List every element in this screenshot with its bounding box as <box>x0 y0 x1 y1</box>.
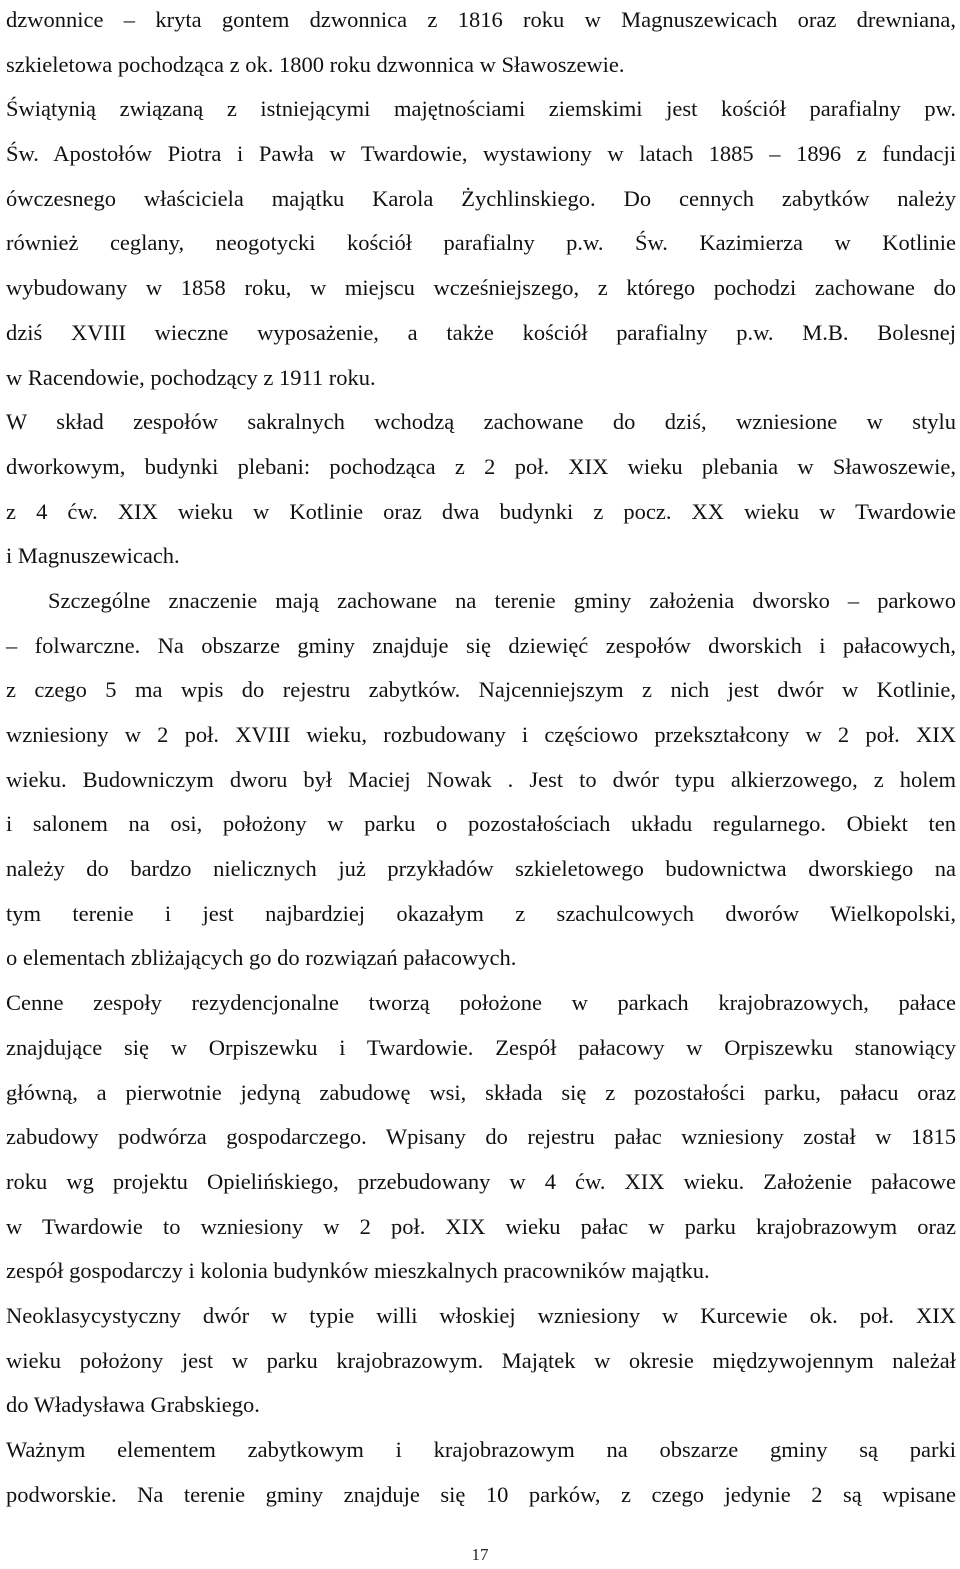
text-line: Ważnym elementem zabytkowym i krajobrazowym na obszarze gminy są parki <box>6 1437 956 1462</box>
text-line: i salonem na osi, położony w parku o pozostałościach układu regularnego. Obiekt ten <box>6 811 956 837</box>
text-line: dworkowym, budynki plebani: pochodząca z 2 poł. XIX wieku plebania w Sławoszewie, <box>6 453 956 479</box>
text-line: Cenne zespoły rezydencjonalne tworzą położone w parkach krajobrazowych, pałace <box>6 990 956 1016</box>
text-line: do Władysława Grabskiego. <box>6 1392 260 1418</box>
text-line: tym terenie i jest najbardziej okazałym z szachulcowych dworów Wielkopolski, <box>6 900 956 926</box>
text-line: Świątynią związaną z istniejącymi majętnościami ziemskimi jest kościół parafialny pw. <box>6 96 956 122</box>
text-line: z 4 ćw. XIX wieku w Kotlinie oraz dwa budynki z pocz. XX wieku w Twardowie <box>6 498 956 524</box>
text-line: w Twardowie to wzniesiony w 2 poł. XIX wieku pałac w parku krajobrazowym oraz <box>6 1213 956 1239</box>
text-line: wieku położony jest w parku krajobrazowym. Majątek w okresie międzywojennym należał <box>6 1347 956 1373</box>
text-line: wzniesiony w 2 poł. XVIII wieku, rozbudowany i częściowo przekształcony w 2 poł. XIX <box>6 722 956 747</box>
text-line: Szczególne znaczenie mają zachowane na terenie gminy założenia dworsko – parkowo <box>48 587 956 613</box>
text-line: ówczesnego właściciela majątku Karola Żychlinskiego. Do cennych zabytków należy <box>6 185 956 211</box>
text-line: wybudowany w 1858 roku, w miejscu wcześniejszego, z którego pochodzi zachowane do <box>6 275 956 301</box>
page-number: 17 <box>471 1545 489 1564</box>
text-line: Neoklasycystyczny dwór w typie willi włoskiej wzniesiony w Kurcewie ok. poł. XIX <box>6 1302 956 1328</box>
text-line: o elementach zbliżających go do rozwiązań pałacowych. <box>6 945 517 971</box>
text-line: zespół gospodarczy i kolonia budynków mieszkalnych pracowników majątku. <box>6 1258 710 1284</box>
text-line: roku wg projektu Opielińskiego, przebudowany w 4 ćw. XIX wieku. Założenie pałacowe <box>6 1168 956 1194</box>
text-line: Św. Apostołów Piotra i Pawła w Twardowie, wystawiony w latach 1885 – 1896 z fundacji <box>6 141 956 167</box>
document-body-text <box>6 0 956 1517</box>
text-line: z czego 5 ma wpis do rejestru zabytków. Najcenniejszym z nich jest dwór w Kotlinie, <box>6 677 956 703</box>
text-line: dzwonnice – kryta gontem dzwonnica z 1816 roku w Magnuszewicach oraz drewniana, <box>6 7 956 32</box>
text-line: – folwarczne. Na obszarze gminy znajduje się dziewięć zespołów dworskich i pałacowych, <box>6 632 956 658</box>
text-line: również ceglany, neogotycki kościół parafialny p.w. Św. Kazimierza w Kotlinie <box>6 230 956 256</box>
text-line: zabudowy podwórza gospodarczego. Wpisany do rejestru pałac wzniesiony został w 1815 <box>6 1124 956 1150</box>
text-line: podworskie. Na terenie gminy znajduje się 10 parków, z czego jedynie 2 są wpisane <box>6 1481 956 1507</box>
text-line: główną, a pierwotnie jedyną zabudowę wsi, składa się z pozostałości parku, pałacu oraz <box>6 1079 956 1105</box>
text-line: W skład zespołów sakralnych wchodzą zachowane do dziś, wzniesione w stylu <box>6 409 956 435</box>
text-line: szkieletowa pochodząca z ok. 1800 roku dzwonnica w Sławoszewie. <box>6 51 625 77</box>
text-line: należy do bardzo nielicznych już przykładów szkieletowego budownictwa dworskiego na <box>6 856 956 882</box>
text-line: w Racendowie, pochodzący z 1911 roku. <box>6 364 376 390</box>
text-line: dziś XVIII wieczne wyposażenie, a także kościół parafialny p.w. M.B. Bolesnej <box>6 319 956 345</box>
text-line: wieku. Budowniczym dworu był Maciej Nowak . Jest to dwór typu alkierzowego, z holem <box>6 766 956 792</box>
text-line: i Magnuszewicach. <box>6 543 180 569</box>
text-line: znajdujące się w Orpiszewku i Twardowie. Zespół pałacowy w Orpiszewku stanowiący <box>6 1034 956 1060</box>
